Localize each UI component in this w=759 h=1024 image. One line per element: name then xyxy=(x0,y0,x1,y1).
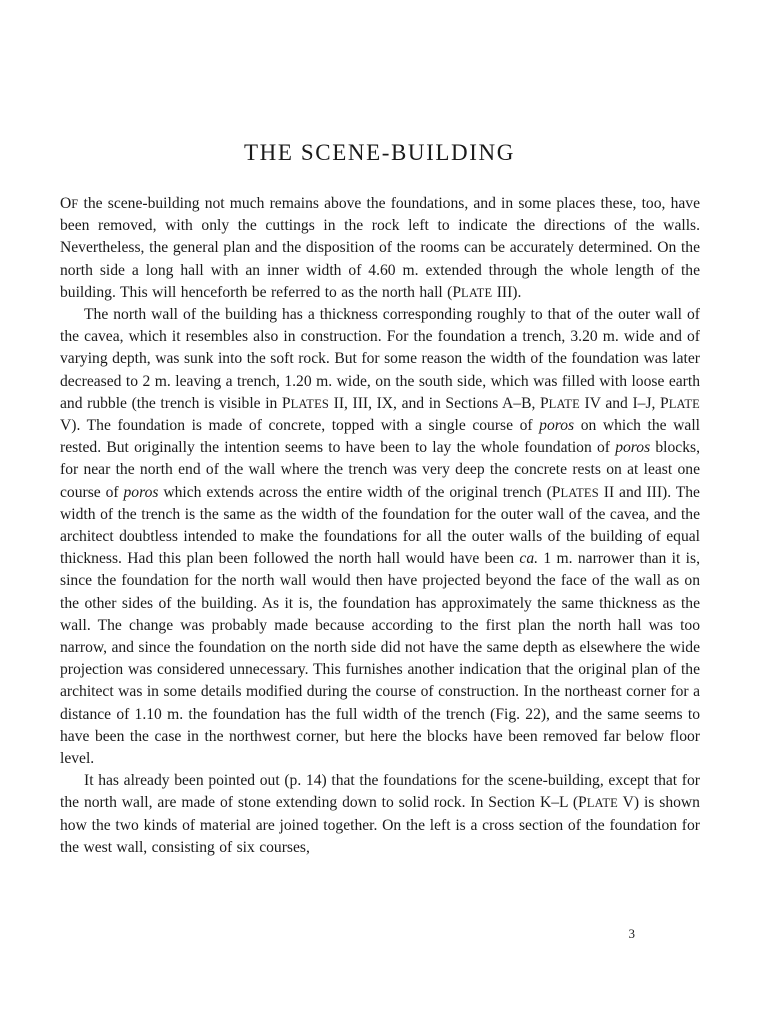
page-number: 3 xyxy=(628,926,635,941)
text-run: V). The foundation is made of concrete, topped with a single course of xyxy=(60,417,540,435)
small-caps-text: LATES xyxy=(560,485,599,500)
text-run: II and III). The width of the trench is the same as the width of the foundation for the outer wall of the cavea, and the architect doubtless intended to make the foundations for all the outer walls of the building of equal thickness. Had this plan been followed the north hall would have been xyxy=(60,483,700,568)
small-caps-text: F xyxy=(71,197,79,211)
drop-initial: O xyxy=(60,195,72,212)
text-run: the scene-building not much remains above the foundations, and in some places these, too, have been removed, with only the cuttings in the rock left to indicate the directions of the walls. Nevertheless, the general plan and the disposition of the rooms can be accurately determined. On the north side a long hall with an inner width of 4.60 m. extended through the whole length of the building. This will henceforth be referred to as the north hall (P xyxy=(60,195,700,301)
small-caps-text: LATE xyxy=(548,396,580,411)
small-caps-text: LATE xyxy=(668,396,700,411)
text-run: which extends across the entire width of the original trench (P xyxy=(158,483,561,501)
page-title: THE SCENE-BUILDING xyxy=(244,140,515,165)
text-run: The north wall of the building has a thickness corresponding roughly to that of the outer wall of the cavea, which it resembles also in construction. For the foundation a trench, 3.20 m. wide and of varying depth, was sunk into the soft rock. But for some reason the width of the foundation was later decreased to 2 m. leaving a trench, 1.20 m. wide, on the south side, which was filled with loose earth and rubble (the trench is visible in P xyxy=(60,306,700,412)
text-run: 1 m. narrower than it is, since the foundation for the north wall would then have projected beyond the face of the wall as on the other sides of the building. As it is, the foundation has approximately the same thickness as the wall. The change was probably made because according to the first plan the north hall was too narrow, and since the foundation on the north side did not have the same depth as elsewhere the wide projection was considered unnecessary. This furnishes another indication that the original plan of the architect was in some details modified during the course of construction. In the northeast corner for a distance of 1.10 m. the foundation has the full width of the trench (Fig. 22), and the same seems to have been the case in the northwest corner, but here the blocks have been removed far below floor level. xyxy=(60,550,700,768)
italic-term: poros xyxy=(615,439,651,457)
small-caps-text: LATE xyxy=(586,796,618,811)
text-run: on which the wall rested. But originally the intention seems to have been to lay the whole foundation of xyxy=(60,417,701,457)
text-run: blocks, for near the north end of the wall where the trench was very deep the concrete rests on at least one course of xyxy=(60,439,700,501)
body-text xyxy=(60,193,700,859)
italic-term: poros xyxy=(539,417,575,435)
text-run: II, III, IX, and in Sections A–B, P xyxy=(329,394,549,412)
paragraph-1 xyxy=(60,193,700,304)
small-caps-text: LATE xyxy=(461,285,493,300)
small-caps-text: LATES xyxy=(290,396,330,411)
text-run: III). xyxy=(492,283,522,301)
paragraph-3 xyxy=(60,770,700,859)
italic-term: ca. xyxy=(519,550,539,568)
text-run: It has already been pointed out (p. 14) that the foundations for the scene-building, except that for the north wall, are made of stone extending down to solid rock. In Section K–L (P xyxy=(60,772,700,812)
paragraph-2 xyxy=(60,304,700,770)
italic-term: poros xyxy=(123,483,159,501)
text-run: V) is shown how the two kinds of material are joined together. On the left is a cross section of the foundation for the west wall, consisting of six courses, xyxy=(60,794,700,856)
text-run: IV and I–J, P xyxy=(579,394,669,412)
